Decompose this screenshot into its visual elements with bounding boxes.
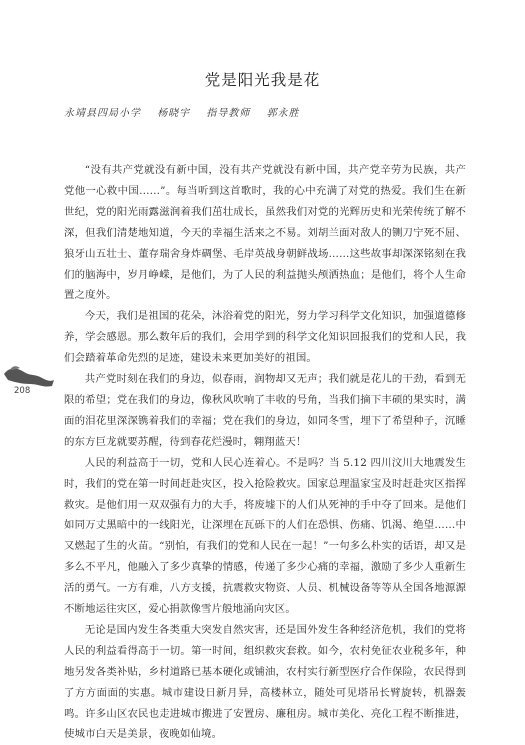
article-title: 党是阳光我是花 <box>204 71 321 89</box>
author-line <box>64 104 312 119</box>
paragraph-5: 无论是国内发生各类重大突发自然灾害，还是国外发生各种经济危机，我们的党将人民的利益看得高于一切。第一时间，组织救灾套救。如今，农村免征农业税多年，种地另发各类补贴，乡村道路已基本硬化或铺油，农村实行新型医疗合作保险，农民得到了方方面面的实惠。城市建设日新月异，高楼林立，随处可见塔吊长臂旋转，机器轰鸣。许多山区农民也走进城市搬进了安置房、廉租房。城市美化、亮化工程不断推进，使城市白天是美景，夜晚如仙境。 <box>64 623 466 741</box>
paragraph-3: 共产党时刻在我们的身边，似春雨，润物却又无声；我们就是花儿的干劲，看到无限的希望；党在我们的身边，像秋风吹响了丰收的号角，当我们摘下丰硕的果实时，满面的泪花里深深镌着我们的幸福；党在我们的身边，如同冬雪，埋下了希望种子，沉睡的东方巨龙就要苏醒，待到春花烂漫时，翱翔蓝天！ <box>64 373 466 448</box>
author-school: 永靖县四局小学 <box>64 108 141 119</box>
advisor-label: 指导教师 <box>206 108 251 119</box>
paragraph-1: “没有共产党就没有新中国，没有共产党就没有新中国，共产党辛劳为民族，共产党他一心救中国……”。每当听到这首歌时，我的心中充满了对党的热爱。我们生在新世纪，党的阳光雨露滋润着我们茁壮成长，虽然我们对党的光辉历史和光荣传统了解不深，但我们清楚地知道，今天的幸福生活来之不易。刘胡兰面对敌人的铡刀宁死不屈、狼牙山五壮士、董存瑞舍身炸碉堡、毛岸英战身朝鲜战场……这些故事却深深铭刻在我们的脑海中，岁月峥嵘，是他们，为了人民的利益抛头颅洒热血；是他们，将个人生命置之度外。 <box>64 164 466 302</box>
advisor-name: 郭永胜 <box>266 108 300 119</box>
paragraph-2: 今天，我们是祖国的花朵，沐浴着党的阳光，努力学习科学文化知识，加强道德修养，学会感恩。那么数年后的我们，会用学到的科学文化知识回报我们的党和人民，我们会踏着革命先烈的足迹，建设未来更加美好的祖国。 <box>64 310 466 365</box>
paragraph-4: 人民的利益高于一切，党和人民心连着心。不是吗？当 5.12 四川汶川大地震发生时，我们的党在第一时间赶赴灾区，投入抢险救灾。国家总理温家宝及时赶赴灾区指挥救灾。是他们用一双双强有力的大手，将废墟下的人们从死神的手中夺了回来。是他们如同万丈黑暗中的一线阳光，让深埋在瓦砾下的人们在恐惧、伤痛、饥渴、绝望……中又燃起了生的火苗。“别怕，有我们的党和人民在一起！”一句多么朴实的话语，却又是多么不平凡，他融入了多少真挚的情感，传递了多少心痛的幸福，激励了多少人重新生活的勇气。一方有难，八方支援，抗震救灾物资、人员、机械设备等等从全国各地源源不断地运往灾区，爱心捐款像雪片般地涌向灾区。 <box>64 456 466 616</box>
page-number: 208 <box>14 386 31 396</box>
article-body <box>64 160 466 745</box>
author-student: 杨晓宇 <box>157 108 191 119</box>
